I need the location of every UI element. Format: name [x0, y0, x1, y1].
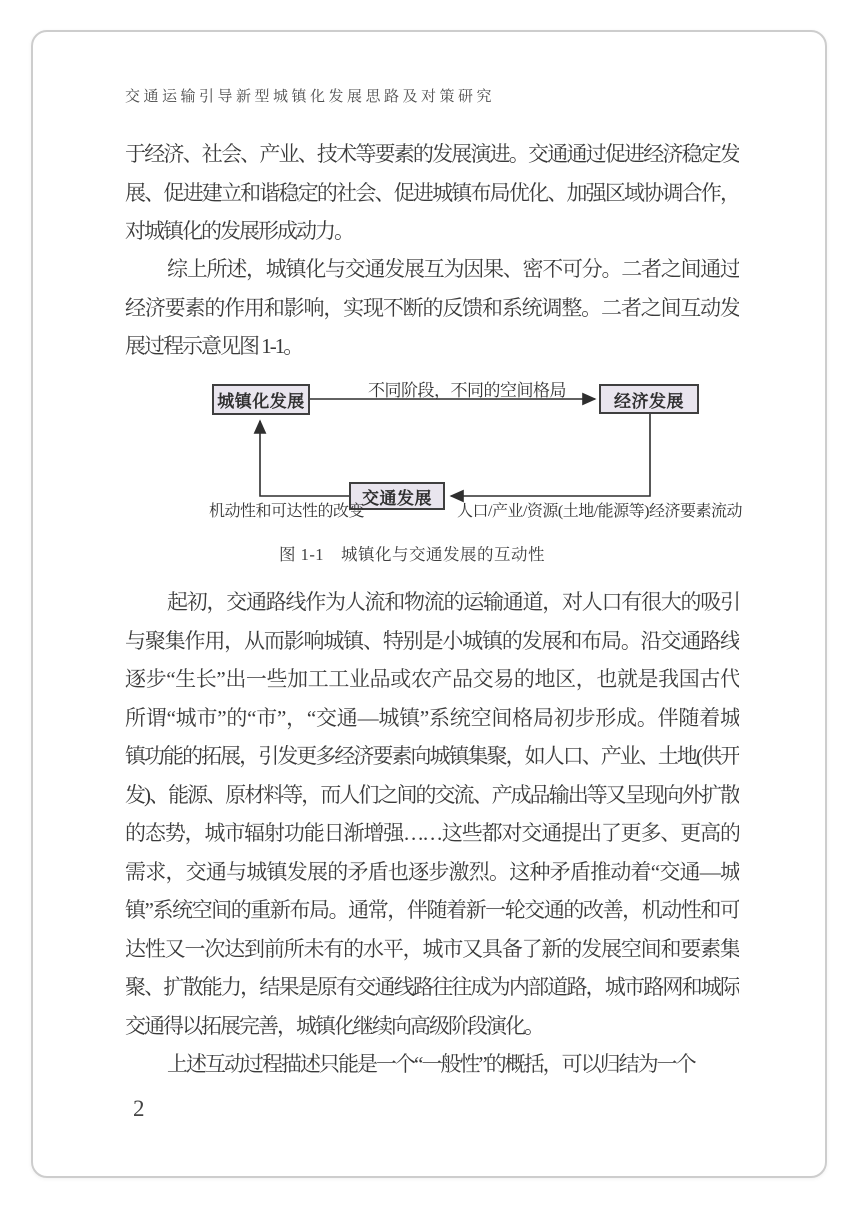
- paragraph-summary: [125, 250, 739, 366]
- text-line: 聚、扩散能力，结果是原有交通线路往往成为内部道路，城市路网和城际: [125, 975, 739, 999]
- page-number: 2: [133, 1096, 145, 1121]
- text-line: 与聚集作用，从而影响城镇、特别是小城镇的发展和布局。沿交通路线: [125, 628, 739, 653]
- figure-node-economy: 经济发展: [599, 384, 699, 414]
- text-line: 交通得以拓展完善，城镇化继续向高级阶段演化。: [125, 1013, 543, 1038]
- text-line: 的态势，城市辐射功能日渐增强……这些都对交通提出了更多、更高的: [125, 821, 739, 845]
- text-line: 经济要素的作用和影响，实现不断的反馈和系统调整。二者之间互动发: [125, 295, 739, 320]
- text-line: 对城镇化的发展形成动力。: [125, 219, 353, 243]
- running-header: 交通运输引导新型城镇化发展思路及对策研究: [125, 89, 496, 105]
- paragraph-continuation: [125, 135, 739, 251]
- paragraph-closing: [125, 1045, 739, 1084]
- paragraph-main: [125, 583, 739, 1045]
- figure-edge-label-left: 机动性和可达性的改变: [209, 503, 365, 520]
- figure-edge-label-right: 人口/产业/资源(土地/能源等)经济要素流动: [457, 503, 742, 520]
- text-line: 需求，交通与城镇发展的矛盾也逐步激烈。这种矛盾推动着“交通—城: [125, 859, 739, 884]
- page-sheet: [31, 30, 827, 1178]
- text-line: 综上所述，城镇化与交通发展互为因果、密不可分。二者之间通过: [167, 257, 739, 281]
- figure-caption: 图 1-1 城镇化与交通发展的互动性: [278, 545, 546, 564]
- text-line: 起初，交通路线作为人流和物流的运输通道，对人口有很大的吸引: [167, 590, 739, 614]
- text-line: 展过程示意见图 1-1。: [125, 334, 303, 358]
- figure-node-transport: 交通发展: [349, 482, 445, 510]
- text-line: 达性又一次达到前所未有的水平，城市又具备了新的发展空间和要素集: [125, 936, 739, 961]
- text-line: 逐步“生长”出一些加工工业品或农产品交易的地区，也就是我国古代: [125, 667, 739, 691]
- text-line: 镇”系统空间的重新布局。通常，伴随着新一轮交通的改善，机动性和可: [125, 898, 739, 922]
- figure-edge-label-top: 不同阶段，不同的空间格局: [368, 381, 566, 400]
- text-line: 镇功能的拓展，引发更多经济要素向城镇集聚，如人口、产业、土地(供开: [125, 744, 739, 768]
- text-line: 于经济、社会、产业、技术等要素的发展演进。交通通过促进经济稳定发: [125, 142, 739, 166]
- text-line: 发)、能源、原材料等，而人们之间的交流、产成品输出等又呈现向外扩散: [125, 782, 739, 807]
- text-line: 所谓“城市”的“市”，“交通—城镇”系统空间格局初步形成。伴随着城: [125, 705, 739, 730]
- text-line: 上述互动过程描述只能是一个“一般性”的概括，可以归结为一个: [167, 1052, 695, 1076]
- figure-node-urbanization: 城镇化发展: [212, 384, 310, 415]
- text-line: 展、促进建立和谐稳定的社会、促进城镇布局优化、加强区域协调合作，: [125, 180, 739, 205]
